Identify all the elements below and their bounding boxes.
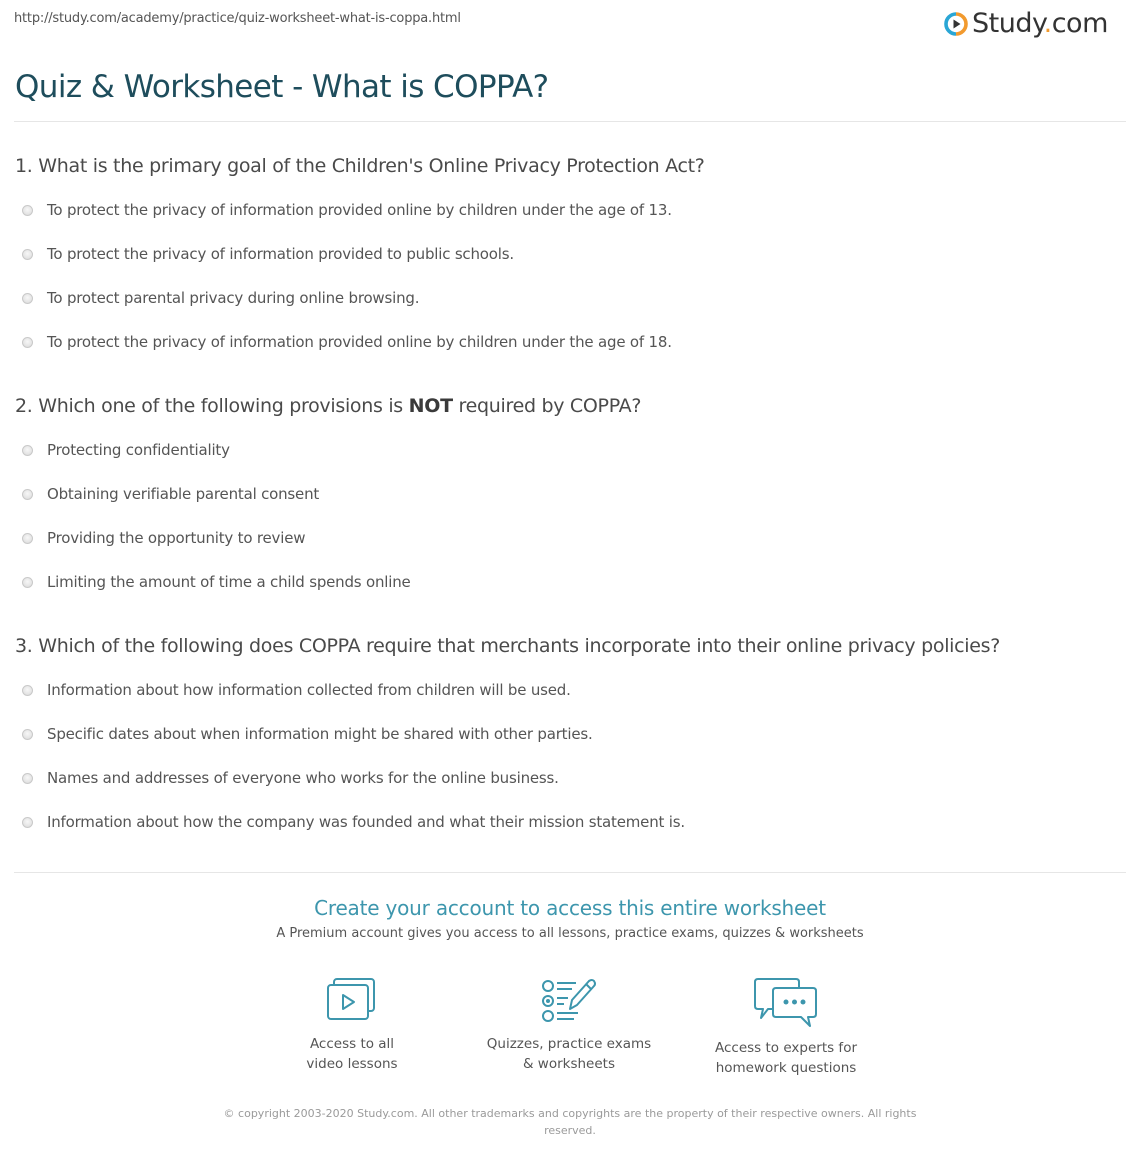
feature-line-1: Access to experts for bbox=[714, 1040, 857, 1056]
create-account-link[interactable]: Create your account to access this entire worksheet bbox=[314, 896, 826, 920]
question-2 bbox=[15, 395, 641, 417]
answer-option[interactable] bbox=[22, 289, 419, 307]
question-3 bbox=[15, 635, 1000, 657]
question-text: Which one of the following provisions is bbox=[38, 395, 403, 417]
option-label: To protect the privacy of information provided online by children under the age of 13. bbox=[47, 201, 672, 219]
answer-option[interactable] bbox=[22, 813, 685, 831]
feature-line-1: Access to all bbox=[309, 1036, 395, 1052]
question-number: 1. bbox=[15, 155, 33, 177]
radio-button[interactable] bbox=[22, 773, 33, 784]
radio-button[interactable] bbox=[22, 685, 33, 696]
radio-button[interactable] bbox=[22, 205, 33, 216]
option-label: Information about how information collected from children will be used. bbox=[47, 681, 571, 699]
radio-button[interactable] bbox=[22, 293, 33, 304]
title-divider bbox=[14, 121, 1126, 122]
answer-option[interactable] bbox=[22, 725, 593, 743]
question-number: 2. bbox=[15, 395, 33, 417]
answer-option[interactable] bbox=[22, 333, 672, 351]
option-label: Names and addresses of everyone who works for the online business. bbox=[47, 769, 559, 787]
study-com-logo[interactable] bbox=[944, 8, 1108, 40]
logo-name: Study bbox=[972, 8, 1044, 39]
section-divider bbox=[14, 872, 1126, 873]
radio-button[interactable] bbox=[22, 249, 33, 260]
radio-button[interactable] bbox=[22, 577, 33, 588]
radio-button[interactable] bbox=[22, 445, 33, 456]
answer-option[interactable] bbox=[22, 201, 672, 219]
cta-subtitle: A Premium account gives you access to all lessons, practice exams, quizzes & worksheets bbox=[276, 926, 864, 941]
chat-bubbles-icon bbox=[754, 976, 818, 1028]
question-text: What is the primary goal of the Children's Online Privacy Protection Act? bbox=[38, 155, 705, 177]
copyright-notice: © copyright 2003-2020 Study.com. All other trademarks and copyrights are the property of their respective owners. All rights reserved. bbox=[223, 1107, 917, 1137]
option-label: Limiting the amount of time a child spends online bbox=[47, 573, 411, 591]
radio-button[interactable] bbox=[22, 533, 33, 544]
question-emphasis: NOT bbox=[408, 395, 453, 417]
option-label: To protect the privacy of information provided online by children under the age of 18. bbox=[47, 333, 672, 351]
feature-line-2: & worksheets bbox=[522, 1056, 615, 1072]
radio-button[interactable] bbox=[22, 489, 33, 500]
play-circle-icon bbox=[944, 12, 968, 36]
quiz-checklist-icon bbox=[540, 976, 598, 1024]
radio-button[interactable] bbox=[22, 337, 33, 348]
answer-option[interactable] bbox=[22, 769, 559, 787]
feature-line-1: Quizzes, practice exams bbox=[486, 1036, 652, 1052]
answer-option[interactable] bbox=[22, 573, 411, 591]
logo-dot: . bbox=[1043, 8, 1052, 39]
option-label: Specific dates about when information might be shared with other parties. bbox=[47, 725, 593, 743]
answer-option[interactable] bbox=[22, 441, 230, 459]
question-number: 3. bbox=[15, 635, 33, 657]
answer-option[interactable] bbox=[22, 245, 514, 263]
option-label: Providing the opportunity to review bbox=[47, 529, 306, 547]
question-text: Which of the following does COPPA require that merchants incorporate into their online privacy policies? bbox=[38, 635, 1001, 657]
feature-line-2: homework questions bbox=[715, 1060, 857, 1076]
answer-option[interactable] bbox=[22, 529, 305, 547]
page-title: Quiz & Worksheet - What is COPPA? bbox=[15, 69, 549, 105]
feature-experts bbox=[686, 976, 886, 1078]
video-lessons-icon bbox=[326, 976, 378, 1024]
feature-video-lessons bbox=[252, 976, 452, 1074]
option-label: To protect the privacy of information provided to public schools. bbox=[47, 245, 514, 263]
answer-option[interactable] bbox=[22, 485, 319, 503]
option-label: Obtaining verifiable parental consent bbox=[47, 485, 320, 503]
option-label: Information about how the company was founded and what their mission statement is. bbox=[47, 813, 685, 831]
page-url: http://study.com/academy/practice/quiz-worksheet-what-is-coppa.html bbox=[14, 11, 461, 26]
logo-tld: com bbox=[1051, 8, 1108, 39]
option-label: To protect parental privacy during online browsing. bbox=[47, 289, 420, 307]
feature-line-2: video lessons bbox=[306, 1056, 398, 1072]
logo-wordmark bbox=[972, 8, 1108, 40]
feature-quizzes bbox=[469, 976, 669, 1074]
radio-button[interactable] bbox=[22, 729, 33, 740]
answer-option[interactable] bbox=[22, 681, 571, 699]
question-text-after: required by COPPA? bbox=[458, 395, 642, 417]
radio-button[interactable] bbox=[22, 817, 33, 828]
option-label: Protecting confidentiality bbox=[47, 441, 230, 459]
question-1 bbox=[15, 155, 705, 177]
